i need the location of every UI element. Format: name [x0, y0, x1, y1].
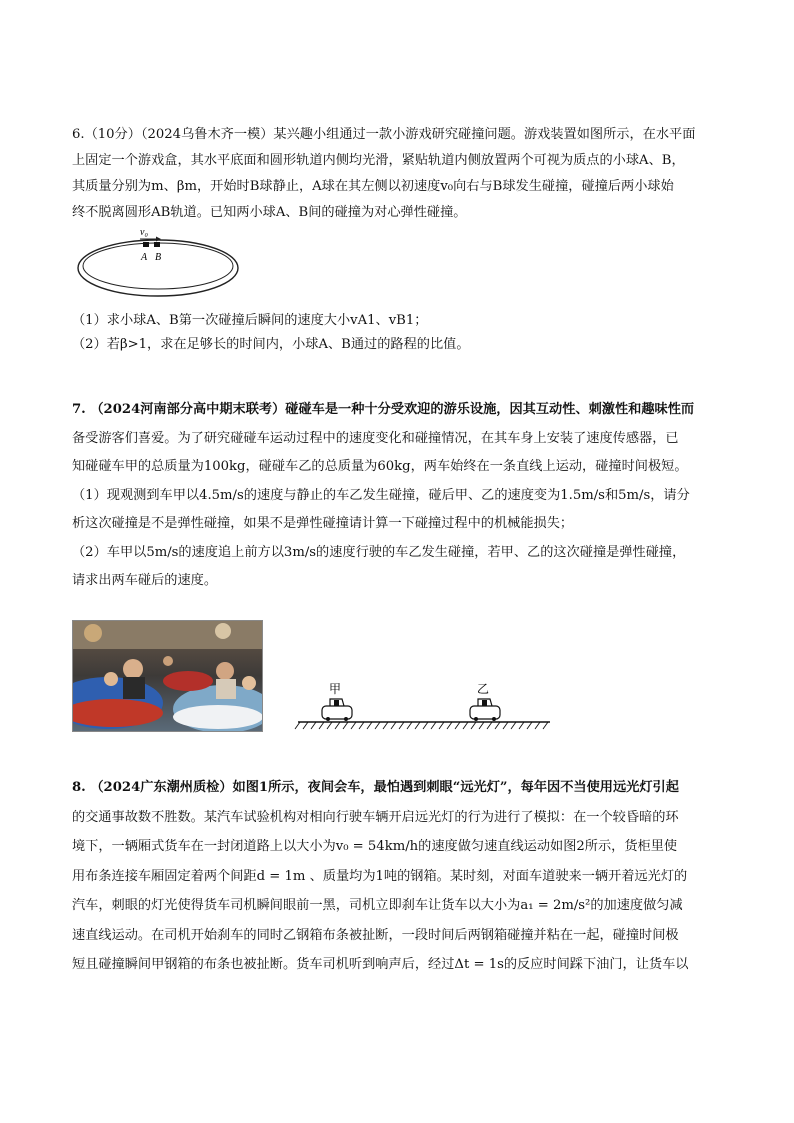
q7-line-1: 7. （2024河南部分高中期末联考）碰碰车是一种十分受欢迎的游乐设施，因其互动性、刺激性和趣味性而: [72, 402, 695, 417]
q7-line-5: 析这次碰撞是不是弹性碰撞，如果不是弹性碰撞请计算一下碰撞过程中的机械能损失；: [72, 516, 574, 531]
q6-line-1: 6.（10分）（2024乌鲁木齐一模）某兴趣小组通过一款小游戏研究碰撞问题。游戏装置如图所示，在水平面: [72, 127, 696, 142]
q8-text: [72, 773, 728, 980]
ground-hatching: [295, 722, 548, 729]
car-b-label: 乙: [477, 682, 490, 696]
q8-line-4: 用布条连接车厢固定着两个间距d = 1m 、质量均为1吨的钢箱。某时刻，对面车道驶来一辆开着远光灯的: [72, 868, 688, 884]
outer-track: [78, 240, 238, 296]
q7-line-4: （1）现观测到车甲以4.5m/s的速度与静止的车乙发生碰撞，碰后甲、乙的速度变为1.5m/s和5m/s，请分: [72, 487, 690, 503]
q7-line-3: 知碰碰车甲的总质量为100kg，碰碰车乙的总质量为60kg，两车始终在一条直线上运动，碰撞时间极短。: [72, 459, 688, 474]
q8-line-2: 的交通事故数不胜数。某汽车试验机构对相向行驶车辆开启远光灯的行为进行了模拟：在一个较昏暗的环: [72, 809, 679, 825]
ball-b: [154, 242, 160, 247]
q7-line-7: 请求出两车碰后的速度。: [72, 573, 218, 588]
q6-line-2: 上固定一个游戏盒，其水平底面和圆形轨道内侧均光滑，紧贴轨道内侧放置两个可视为质点的小球A、B，: [72, 153, 685, 168]
car-a-label: 甲: [329, 682, 342, 696]
q6-subquestions: [72, 309, 728, 357]
q6-ring-track-figure: [74, 223, 244, 303]
ball-b-label: B: [155, 252, 162, 263]
inner-track: [83, 243, 233, 289]
car-a: [322, 699, 352, 721]
q6-sub-1: （1）求小球A、B第一次碰撞后瞬间的速度大小vA1、vB1；: [72, 313, 428, 328]
q7-line-6: （2）车甲以5m/s的速度追上前方以3m/s的速度行驶的车乙发生碰撞，若甲、乙的这次碰撞是弹性碰撞，: [72, 544, 686, 560]
ball-a: [143, 242, 149, 247]
velocity-arrowhead: [156, 237, 161, 242]
velocity-label: v₀: [140, 227, 148, 238]
car-b: [470, 699, 500, 721]
q7-bumper-car-diagram: [294, 679, 554, 735]
q6-sub-2: （2）若β>1，求在足够长的时间内，小球A、B通过的路程的比值。: [72, 337, 470, 352]
q8-line-3: 境下，一辆厢式货车在一封闭道路上以大小为v₀ = 54km/h的速度做匀速直线运动如图2所示，货柜里使: [72, 839, 678, 854]
q6-line-4: 终不脱离圆形AB轨道。已知两小球A、B间的碰撞为对心弹性碰撞。: [72, 205, 467, 220]
q8-line-6: 速直线运动。在司机开始刹车的同时乙钢箱布条被扯断，一段时间后两钢箱碰撞并粘在一起，碰撞时间极: [72, 927, 679, 943]
q7-text: [72, 396, 728, 596]
q8-line-7: 短且碰撞瞬间甲钢箱的布条也被扯断。货车司机听到响声后，经过Δt = 1s的反应时间踩下油门，让货车以: [72, 957, 689, 972]
q7-line-2: 备受游客们喜爱。为了研究碰碰车运动过程中的速度变化和碰撞情况，在其车身上安装了速度传感器，已: [72, 430, 679, 446]
q8-line-1: 8. （2024广东潮州质检）如图1所示，夜间会车，最怕遇到刺眼“远光灯”，每年因不当使用远光灯引起: [72, 780, 679, 795]
ball-a-label: A: [141, 252, 148, 263]
bumper-car-photo: [72, 620, 263, 732]
q6-text: [72, 122, 728, 226]
q6-line-3: 其质量分别为m、βm，开始时B球静止，A球在其左侧以初速度v₀向右与B球发生碰撞，碰撞后两小球始: [72, 179, 674, 194]
q8-line-5: 汽车，刺眼的灯光使得货车司机瞬间眼前一黑，司机立即刹车让货车以大小为a₁ = 2m/s²的加速度做匀减: [72, 898, 683, 913]
